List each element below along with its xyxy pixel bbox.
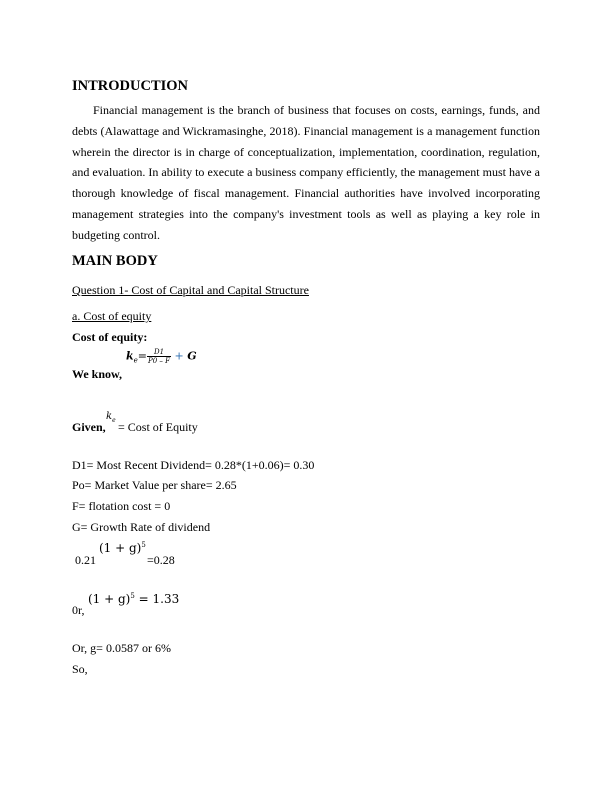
formula-fraction	[147, 348, 171, 365]
equation1-right: =0.28	[147, 553, 175, 567]
formula-g: G	[187, 349, 197, 363]
introduction-heading: INTRODUCTION	[72, 78, 189, 94]
equation2-expression	[88, 592, 179, 606]
equation2-rest: = 1.33	[134, 592, 180, 606]
equation2-exponent: 5	[130, 592, 135, 600]
definition-po: Po= Market Value per share= 2.65	[72, 478, 237, 492]
subsection-title: a. Cost of equity	[72, 309, 152, 323]
so-label: So,	[72, 662, 88, 676]
formula-numerator: D1	[147, 348, 171, 357]
definition-d1: D1= Most Recent Dividend= 0.28*(1+0.06)= 0.30	[72, 458, 315, 472]
equation1-base: (1 + g)	[99, 541, 142, 555]
given-definition: = Cost of Equity	[118, 420, 198, 434]
main-body-heading: MAIN BODY	[72, 253, 158, 269]
definition-f: F= flotation cost = 0	[72, 499, 171, 513]
given-label: Given,	[72, 420, 106, 434]
cost-of-equity-formula	[126, 348, 197, 365]
equation1-left: 0.21	[75, 553, 96, 567]
formula-k-subscript: e	[133, 356, 138, 365]
given-symbol-k: k	[106, 411, 113, 422]
formula-plus: +	[174, 349, 184, 363]
or-label: 0r,	[72, 603, 85, 617]
we-know-label: We know,	[72, 367, 123, 381]
formula-denominator: P0 – F	[148, 357, 170, 365]
equation2-base: (1 + g)	[88, 592, 131, 606]
equation1-exponent: 5	[141, 541, 146, 549]
given-symbol-subscript: e	[112, 417, 116, 424]
growth-result: Or, g= 0.0587 or 6%	[72, 641, 171, 655]
cost-of-equity-label: Cost of equity:	[72, 330, 148, 344]
question-title: Question 1- Cost of Capital and Capital Structure	[72, 283, 309, 297]
equation1-expression	[99, 541, 146, 555]
given-symbol	[106, 411, 116, 424]
definition-g: G= Growth Rate of dividend	[72, 520, 211, 534]
formula-equals: =	[137, 349, 147, 363]
formula-k: k	[126, 349, 134, 363]
introduction-paragraph: Financial management is the branch of business that focuses on costs, earnings, funds, and debts (Alawattage and Wickramasinghe, 2018). Financial management is a management function wherein the director is in charge of conceptualization, implementation, coordination, regulation, and evaluation. In ability to execute a business company efficiently, the management must have a thorough knowledge of fiscal management. Financial authorities have involved incorporating management strategies into the company's investment tools as well as playing a key role in budgeting control.	[72, 103, 540, 242]
